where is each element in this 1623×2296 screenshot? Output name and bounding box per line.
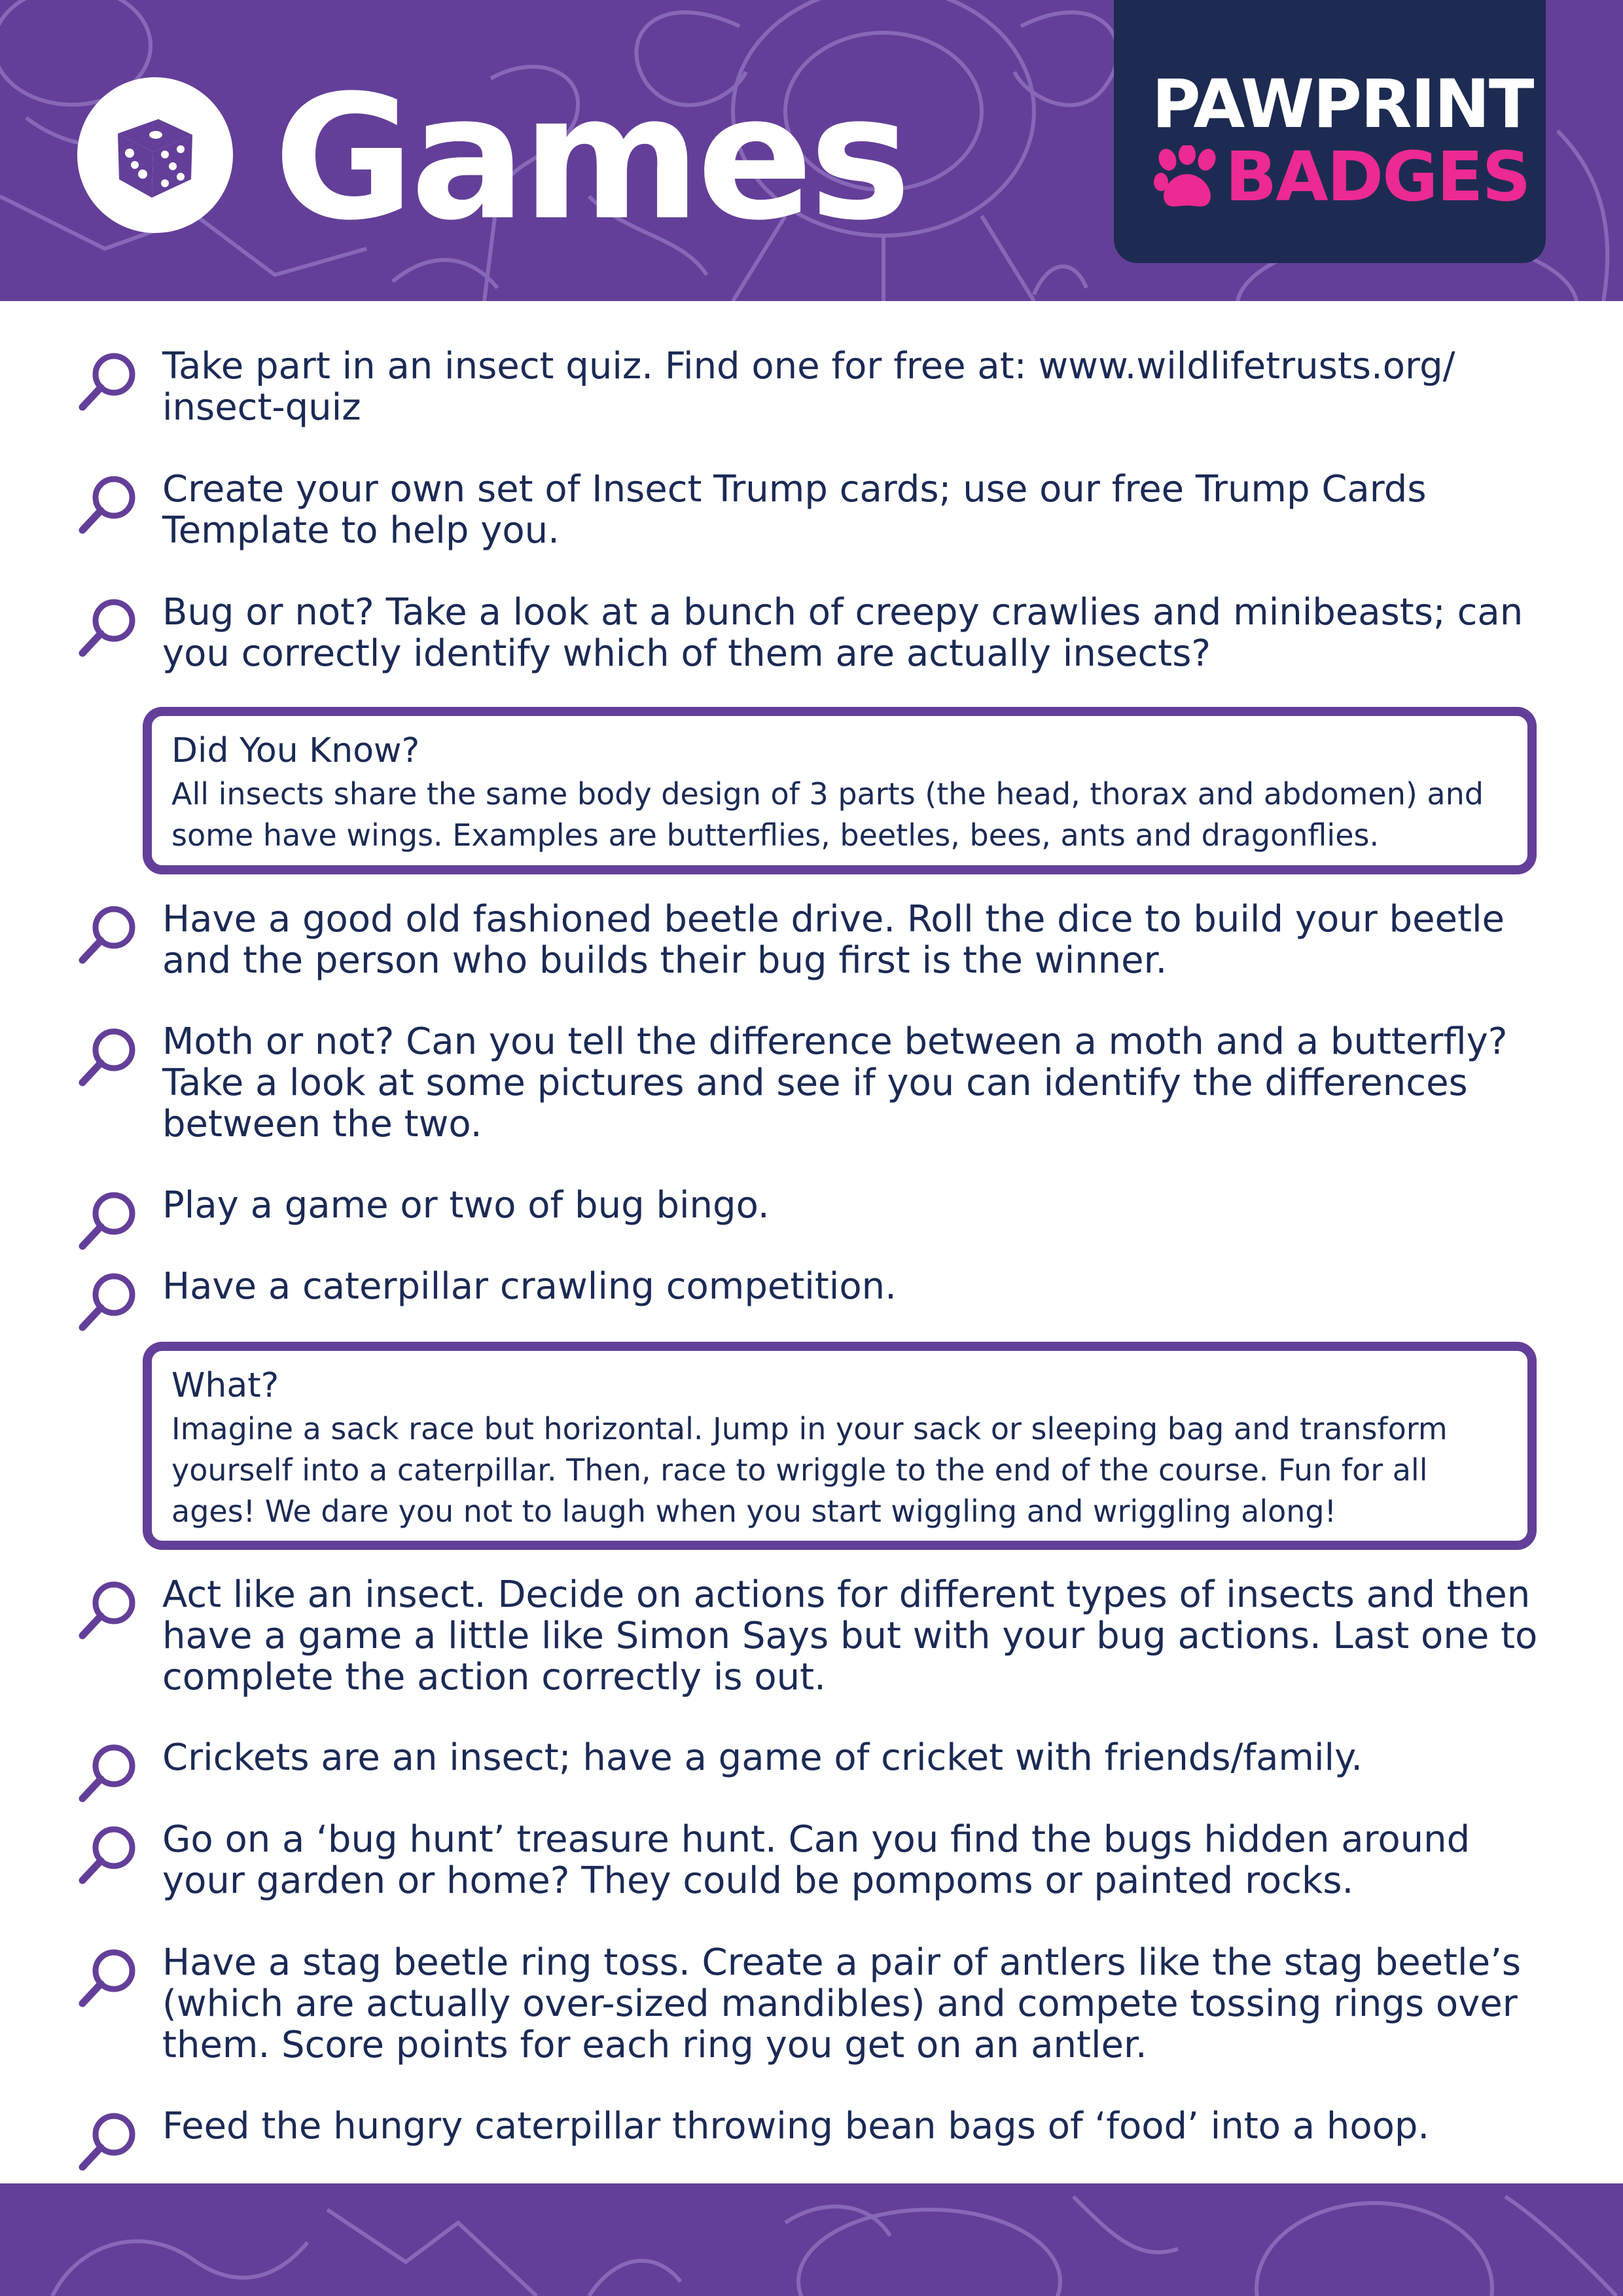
what-box bbox=[143, 1342, 1537, 1550]
item-text: Create your own set of Insect Trump cards; use our free Trump Cards Template to help you. bbox=[162, 468, 1427, 552]
paw-icon bbox=[1153, 145, 1221, 211]
magnifier-icon bbox=[77, 1741, 140, 1804]
logo-text-pawprint: PAWPRINT bbox=[1152, 65, 1533, 143]
item-text: Take part in an insect quiz. Find one for free at: www.wildlifetrusts.org/ insect-quiz bbox=[162, 345, 1455, 429]
page-title: Games bbox=[274, 58, 908, 258]
insect-outline-decoration bbox=[0, 2183, 1623, 2296]
magnifier-icon bbox=[77, 2109, 140, 2172]
pawprint-badges-logo bbox=[1114, 0, 1546, 263]
dice-icon bbox=[106, 106, 204, 204]
box-title: What? bbox=[171, 1366, 279, 1405]
magnifier-icon bbox=[77, 1946, 140, 2009]
item-text: Feed the hungry caterpillar throwing bean bags of ‘food’ into a hoop. bbox=[162, 2105, 1430, 2147]
magnifier-icon bbox=[77, 473, 140, 535]
box-text: Imagine a sack race but horizontal. Jump in your sack or sleeping bag and transform yourself into a caterpillar. Then, race to wriggle to the end of the course. Fun for all ages! We dare you not to laugh when you start wiggling and wriggling along! bbox=[171, 1411, 1448, 1529]
header-band bbox=[0, 0, 1623, 301]
item-text: Play a game or two of bug bingo. bbox=[162, 1184, 770, 1227]
item-text: Have a caterpillar crawling competition. bbox=[162, 1265, 897, 1308]
box-text: All insects share the same body design of 3 parts (the head, thorax and abdomen) and some have wings. Examples are butterflies, beetles, bees, ants and dragonflies. bbox=[171, 776, 1484, 853]
box-title: Did You Know? bbox=[171, 731, 420, 770]
logo-text-badges: BADGES bbox=[1225, 137, 1530, 217]
magnifier-icon bbox=[77, 1189, 140, 1251]
item-text: Bug or not? Take a look at a bunch of creepy crawlies and minibeasts; can you correctly identify which of them are actually insects? bbox=[162, 591, 1524, 675]
magnifier-icon bbox=[77, 1270, 140, 1333]
dice-badge bbox=[77, 77, 233, 233]
item-text: Moth or not? Can you tell the difference between a moth and a butterfly? Take a look at some pictures and see if you can identify the differences between the two. bbox=[162, 1020, 1508, 1145]
magnifier-icon bbox=[77, 1578, 140, 1641]
item-text: Go on a ‘bug hunt’ treasure hunt. Can you find the bugs hidden around your garden or home? They could be pompoms or painted rocks. bbox=[162, 1818, 1471, 1902]
item-text: Act like an insect. Decide on actions for different types of insects and then have a game a little like Simon Says but with your bug actions. Last one to complete the action correctly is out. bbox=[162, 1573, 1538, 1698]
item-text: Have a good old fashioned beetle drive. Roll the dice to build your beetle and the person who builds their bug first is the winner. bbox=[162, 898, 1505, 982]
footer-band bbox=[0, 2183, 1623, 2296]
did-you-know-box bbox=[143, 707, 1537, 874]
magnifier-icon bbox=[77, 903, 140, 965]
magnifier-icon bbox=[77, 350, 140, 412]
magnifier-icon bbox=[77, 596, 140, 658]
item-text: Crickets are an insect; have a game of cricket with friends/family. bbox=[162, 1736, 1363, 1779]
item-text: Have a stag beetle ring toss. Create a pair of antlers like the stag beetle’s (which are actually over-sized mandibles) and compete tossing rings over them. Score points for each ring you get on an antler. bbox=[162, 1941, 1522, 2066]
magnifier-icon bbox=[77, 1823, 140, 1886]
magnifier-icon bbox=[77, 1025, 140, 1088]
